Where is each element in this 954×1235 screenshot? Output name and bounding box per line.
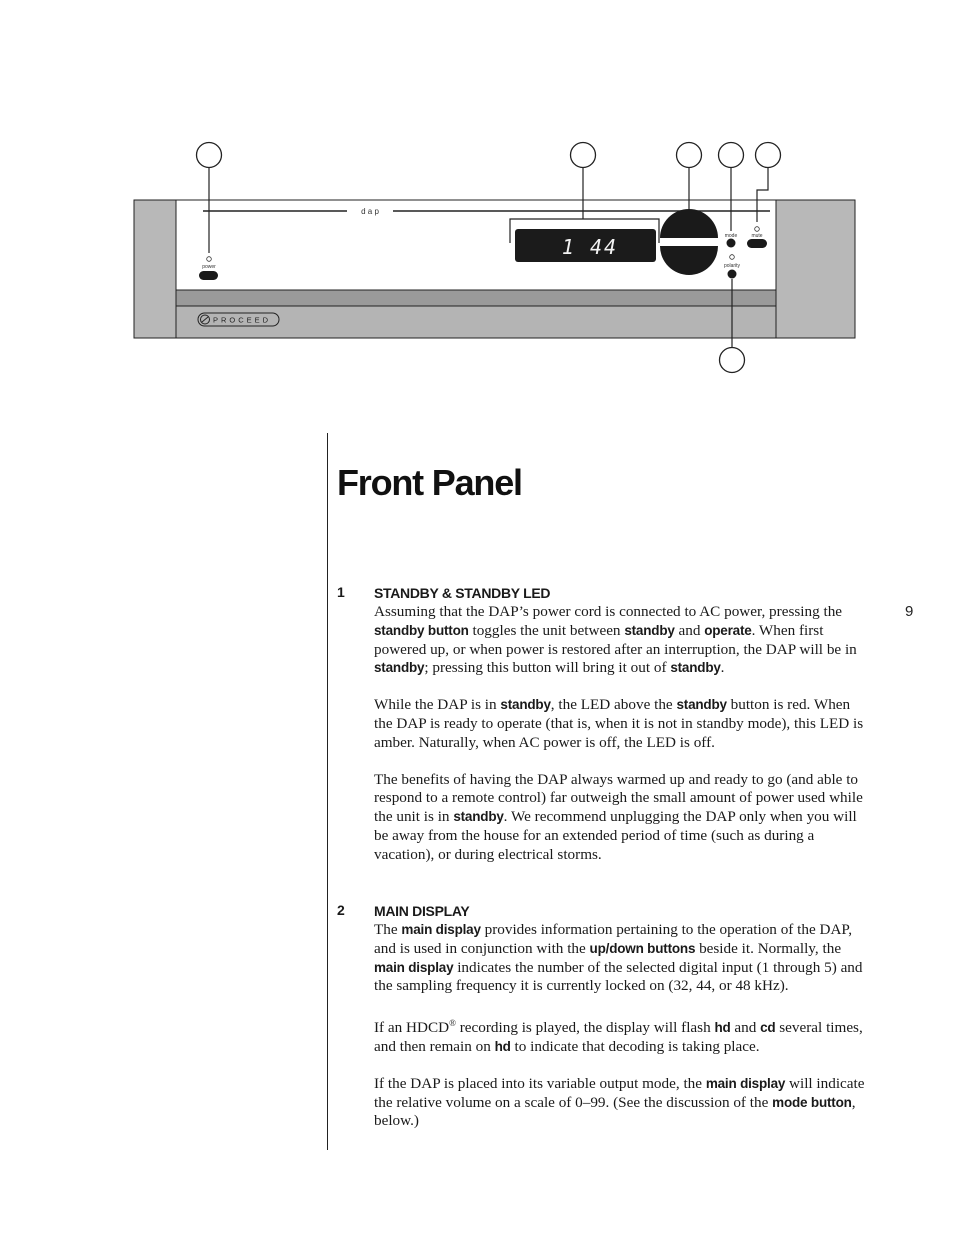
text-run: and [674,621,705,639]
model-label: d a p [361,207,379,216]
page-number: 9 [905,603,914,620]
paragraph [374,1075,872,1131]
mode-label: mode [724,233,738,239]
section-number: 2 [337,902,345,918]
section-body [337,921,872,1131]
polarity-button[interactable] [728,270,737,279]
paragraph [374,696,872,752]
keyword: standby [670,660,721,676]
lower-band [176,290,776,306]
polarity-led [730,255,735,260]
mute-label: mute [751,233,763,239]
text-run: ; pressing this button will bring it out of [424,659,671,677]
keyword: standby [676,697,727,713]
text-run: toggles the unit between [468,621,625,639]
keyword: standby button [374,622,469,638]
text-run: several times, and then remain on [374,1019,863,1056]
keyword: hd [714,1020,731,1036]
paragraph [374,1014,872,1057]
right-side-panel [776,200,855,338]
keyword: up/down buttons [589,940,696,956]
text-run: to indicate that decoding is taking place. [510,1038,760,1056]
text-run: . When first powered up, or when power is restored after an interruption, the DAP will be in [374,621,857,658]
text-run: If an HDCD [374,1019,450,1037]
text-run: The benefits of having the DAP always warmed up and ready to go (and able to respond to a remote control) far outweigh the small amount of power used while the unit is in [374,770,863,826]
text-run: beside it. Normally, the [695,939,842,957]
text-run: and [730,1019,761,1037]
keyword: mode button [772,1094,852,1110]
keyword: operate [704,622,752,638]
text-run: , the LED above the [550,696,677,714]
text-run: Assuming that the DAP’s power cord is connected to AC power, pressing the [374,603,843,620]
text-run: indicates the number of the selected digital input (1 through 5) and the sampling frequency it is currently locked on (32, 44, or 48 kHz). [374,958,863,995]
text-run: button is red. When the DAP is ready to operate (that is, when it is not in standby mode), this LED is amber. Naturally, when AC power is off, the LED is off. [374,696,864,751]
page-title: Front Panel [337,462,522,503]
text-run: If the DAP is placed into its variable output mode, the [374,1074,706,1092]
callout-3 [677,143,702,168]
section-body [337,603,872,865]
callout-2 [571,143,596,168]
mute-led [755,227,760,232]
registered-mark: ® [449,1018,456,1029]
keyword: standby [453,809,504,825]
section-number: 1 [337,584,345,600]
text-run: provides information pertaining to the operation of the DAP, and is used in conjunction with the [374,921,852,957]
keyword: standby [624,622,675,638]
text-run: The [374,921,402,938]
paragraph [374,771,872,865]
callout-5 [756,143,781,168]
text-run: . We recommend unplugging the DAP only when you will be away from the house for an extended period of time (such as during a vacation), or during electrical storms. [374,808,857,863]
section-main-display [337,902,872,1131]
section-standby [337,584,872,865]
text-run: While the DAP is in [374,696,501,714]
callout-6 [720,348,745,373]
mode-button[interactable] [727,239,736,248]
standby-led [207,257,212,262]
keyword: standby [500,697,551,713]
keyword: hd [494,1039,511,1055]
text-run: recording is played, the display will flash [455,1019,715,1037]
margin-rule [327,433,328,1150]
text-run: . [720,659,725,677]
keyword: main display [374,959,454,975]
keyword: standby [374,660,425,676]
paragraph [374,921,872,996]
brand-name: PROCEED [212,315,272,325]
section-heading: MAIN DISPLAY [374,903,470,919]
text-run: , below.) [374,1093,856,1130]
polarity-label: polarity [723,263,741,269]
mute-button[interactable] [747,239,767,248]
keyword: main display [705,1075,786,1091]
section-heading: STANDBY & STANDBY LED [374,585,551,601]
keyword: main display [401,922,481,937]
keyword: cd [760,1020,776,1036]
front-panel-diagram [0,0,954,400]
callout-4 [719,143,744,168]
display-readout: 1 44 [561,235,619,259]
text-run: will indicate the relative volume on a scale of 0–99. (See the discussion of the [374,1074,865,1111]
left-side-panel [134,200,176,338]
standby-button[interactable] [199,271,218,280]
paragraph [374,603,872,678]
callout-1 [197,143,222,168]
power-label: power [202,264,216,270]
